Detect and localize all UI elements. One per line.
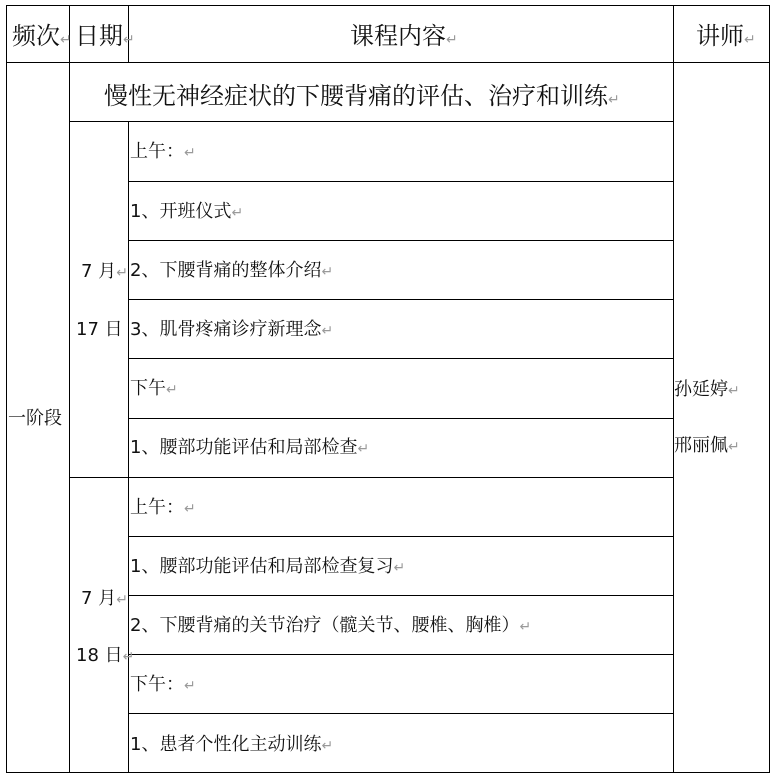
lecturer-name: 邢丽佩↵ <box>674 435 740 456</box>
list-item: 上午：↵ <box>130 141 196 162</box>
list-item: 1、腰部功能评估和局部检查复习↵ <box>130 556 406 577</box>
row-divider <box>128 240 673 241</box>
list-item: 上午：↵ <box>130 497 196 518</box>
table-border-bottom <box>6 772 770 773</box>
table-border-right <box>769 5 770 773</box>
list-item: 2、下腰背痛的整体介绍↵ <box>130 260 334 281</box>
header-freq: 频次↵ <box>12 22 72 50</box>
row-divider <box>128 536 673 537</box>
header-divider <box>6 62 770 63</box>
row-divider <box>128 654 673 655</box>
list-item: 下午：↵ <box>130 674 196 695</box>
day1-month: 7 月↵ <box>81 261 128 282</box>
row-divider <box>128 595 673 596</box>
freq-date-divider <box>69 5 70 773</box>
day2-day: 18 日↵ <box>76 645 135 666</box>
list-item: 3、肌骨疼痛诊疗新理念↵ <box>130 319 334 340</box>
list-item: 2、下腰背痛的关节治疗（髋关节、腰椎、胸椎）↵ <box>130 615 532 636</box>
header-lecturer: 讲师↵ <box>696 22 756 50</box>
table-border-left <box>6 5 7 773</box>
list-item: 下午↵ <box>130 378 178 399</box>
header-content: 课程内容↵ <box>350 22 458 50</box>
row-divider <box>128 358 673 359</box>
row-divider <box>128 181 673 182</box>
day2-month: 7 月↵ <box>81 588 128 609</box>
lecturer-name: 孙延婷↵ <box>674 379 740 400</box>
header-date: 日期↵ <box>75 22 135 50</box>
day1-day: 17 日 <box>76 319 123 340</box>
row-divider <box>128 299 673 300</box>
list-item: 1、腰部功能评估和局部检查↵ <box>130 437 370 458</box>
table-border-top <box>6 5 770 6</box>
course-title: 慢性无神经症状的下腰背痛的评估、治疗和训练↵ <box>104 82 620 110</box>
list-item: 1、患者个性化主动训练↵ <box>130 734 334 755</box>
list-item: 1、开班仪式↵ <box>130 201 244 222</box>
row-divider <box>128 418 673 419</box>
date-content-divider <box>128 121 129 773</box>
title-divider <box>69 121 673 122</box>
day-divider <box>69 477 673 478</box>
stage-label: 一阶段 <box>8 408 62 429</box>
row-divider <box>128 713 673 714</box>
